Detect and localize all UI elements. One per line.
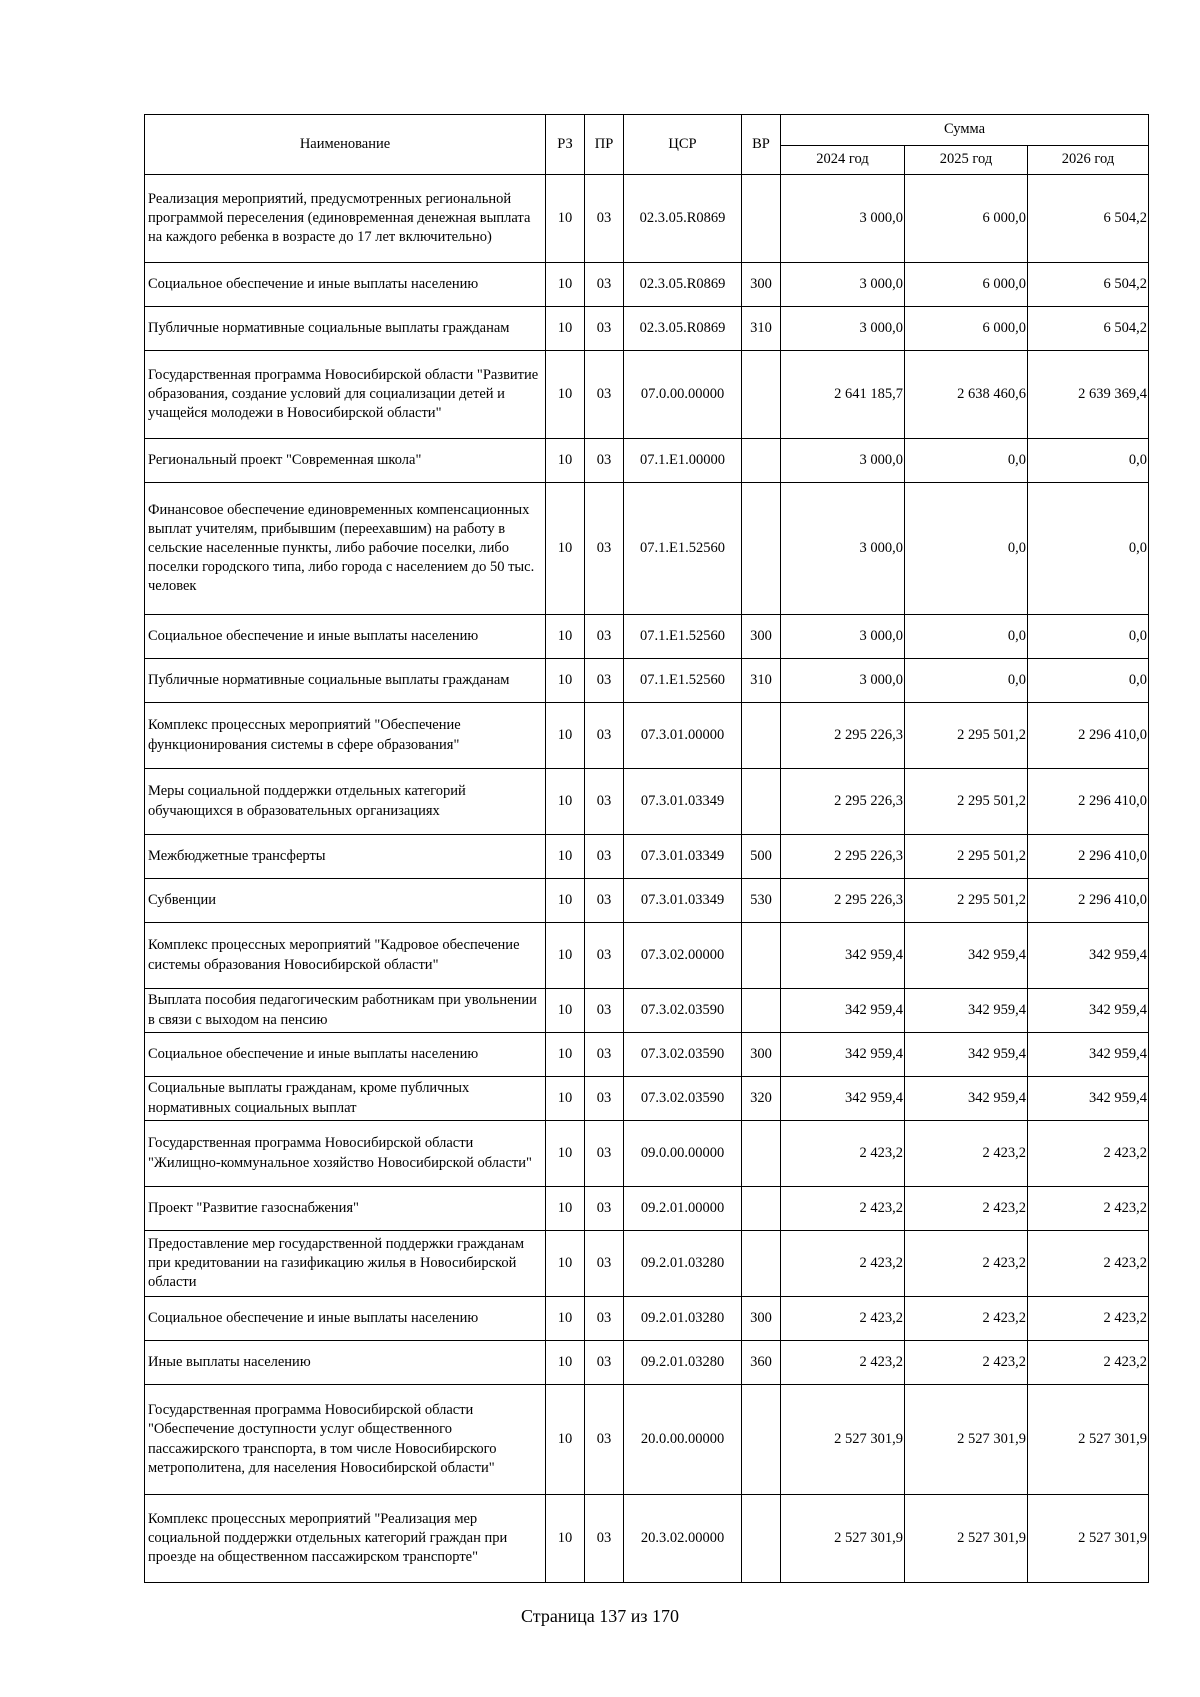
cell-csr: 07.3.02.03590 bbox=[624, 989, 742, 1033]
table-row bbox=[145, 615, 1149, 659]
cell-rz: 10 bbox=[546, 615, 585, 659]
cell-2026: 6 504,2 bbox=[1028, 175, 1149, 263]
cell-2024: 342 959,4 bbox=[781, 1077, 905, 1121]
cell-csr: 07.1.E1.52560 bbox=[624, 483, 742, 615]
cell-pr: 03 bbox=[585, 1495, 624, 1583]
cell-pr: 03 bbox=[585, 1187, 624, 1231]
cell-2025: 0,0 bbox=[905, 439, 1028, 483]
cell-2026: 0,0 bbox=[1028, 615, 1149, 659]
cell-2026: 6 504,2 bbox=[1028, 307, 1149, 351]
cell-2024: 3 000,0 bbox=[781, 263, 905, 307]
cell-vr: 320 bbox=[742, 1077, 781, 1121]
cell-2025: 6 000,0 bbox=[905, 263, 1028, 307]
cell-rz: 10 bbox=[546, 1495, 585, 1583]
cell-2024: 2 423,2 bbox=[781, 1297, 905, 1341]
cell-2025: 2 423,2 bbox=[905, 1187, 1028, 1231]
cell-name: Межбюджетные трансферты bbox=[145, 835, 546, 879]
header-year-2026: 2026 год bbox=[1028, 146, 1149, 175]
cell-rz: 10 bbox=[546, 1385, 585, 1495]
table-row bbox=[145, 1495, 1149, 1583]
cell-name: Публичные нормативные социальные выплаты гражданам bbox=[145, 307, 546, 351]
cell-csr: 09.2.01.03280 bbox=[624, 1231, 742, 1297]
cell-pr: 03 bbox=[585, 1121, 624, 1187]
cell-name: Комплекс процессных мероприятий "Кадровое обеспечение системы образования Новосибирской области" bbox=[145, 923, 546, 989]
cell-pr: 03 bbox=[585, 175, 624, 263]
cell-pr: 03 bbox=[585, 703, 624, 769]
cell-2024: 3 000,0 bbox=[781, 175, 905, 263]
cell-rz: 10 bbox=[546, 989, 585, 1033]
cell-2024: 2 423,2 bbox=[781, 1231, 905, 1297]
cell-rz: 10 bbox=[546, 1121, 585, 1187]
header-rz: РЗ bbox=[546, 115, 585, 175]
cell-vr bbox=[742, 923, 781, 989]
table-row bbox=[145, 263, 1149, 307]
cell-2025: 2 295 501,2 bbox=[905, 879, 1028, 923]
cell-pr: 03 bbox=[585, 989, 624, 1033]
cell-2024: 342 959,4 bbox=[781, 989, 905, 1033]
cell-2026: 2 296 410,0 bbox=[1028, 769, 1149, 835]
cell-csr: 07.3.01.03349 bbox=[624, 769, 742, 835]
cell-2026: 0,0 bbox=[1028, 483, 1149, 615]
cell-name: Государственная программа Новосибирской области "Жилищно-коммунальное хозяйство Новосибирской области" bbox=[145, 1121, 546, 1187]
cell-2024: 2 641 185,7 bbox=[781, 351, 905, 439]
cell-2025: 2 295 501,2 bbox=[905, 703, 1028, 769]
cell-pr: 03 bbox=[585, 1297, 624, 1341]
cell-pr: 03 bbox=[585, 923, 624, 989]
cell-vr bbox=[742, 483, 781, 615]
cell-csr: 20.0.00.00000 bbox=[624, 1385, 742, 1495]
cell-2026: 2 423,2 bbox=[1028, 1121, 1149, 1187]
cell-name: Социальное обеспечение и иные выплаты населению bbox=[145, 263, 546, 307]
budget-table bbox=[144, 114, 1149, 1583]
cell-2026: 2 296 410,0 bbox=[1028, 879, 1149, 923]
cell-csr: 09.2.01.03280 bbox=[624, 1297, 742, 1341]
cell-2026: 2 527 301,9 bbox=[1028, 1385, 1149, 1495]
cell-csr: 20.3.02.00000 bbox=[624, 1495, 742, 1583]
cell-rz: 10 bbox=[546, 175, 585, 263]
cell-2025: 0,0 bbox=[905, 483, 1028, 615]
cell-vr: 300 bbox=[742, 615, 781, 659]
cell-2024: 2 527 301,9 bbox=[781, 1385, 905, 1495]
cell-csr: 09.0.00.00000 bbox=[624, 1121, 742, 1187]
cell-rz: 10 bbox=[546, 439, 585, 483]
cell-vr: 360 bbox=[742, 1341, 781, 1385]
cell-vr bbox=[742, 1231, 781, 1297]
cell-rz: 10 bbox=[546, 1187, 585, 1231]
cell-name: Комплекс процессных мероприятий "Обеспечение функционирования системы в сфере образования" bbox=[145, 703, 546, 769]
cell-pr: 03 bbox=[585, 615, 624, 659]
cell-vr: 310 bbox=[742, 659, 781, 703]
cell-2024: 2 295 226,3 bbox=[781, 835, 905, 879]
cell-vr bbox=[742, 1121, 781, 1187]
cell-rz: 10 bbox=[546, 351, 585, 439]
cell-csr: 07.1.E1.52560 bbox=[624, 659, 742, 703]
cell-2025: 0,0 bbox=[905, 659, 1028, 703]
table-row bbox=[145, 1385, 1149, 1495]
cell-2024: 2 295 226,3 bbox=[781, 703, 905, 769]
table-row bbox=[145, 1297, 1149, 1341]
cell-2024: 342 959,4 bbox=[781, 1033, 905, 1077]
cell-rz: 10 bbox=[546, 659, 585, 703]
cell-vr bbox=[742, 1385, 781, 1495]
table-row bbox=[145, 351, 1149, 439]
cell-pr: 03 bbox=[585, 1341, 624, 1385]
cell-name: Комплекс процессных мероприятий "Реализация мер социальной поддержки отдельных категорий граждан при проезде на общественном пассажирском транспорте" bbox=[145, 1495, 546, 1583]
cell-vr: 310 bbox=[742, 307, 781, 351]
cell-pr: 03 bbox=[585, 879, 624, 923]
cell-rz: 10 bbox=[546, 923, 585, 989]
cell-2026: 2 423,2 bbox=[1028, 1231, 1149, 1297]
table-row bbox=[145, 659, 1149, 703]
table-row bbox=[145, 1187, 1149, 1231]
cell-csr: 02.3.05.R0869 bbox=[624, 175, 742, 263]
table-row bbox=[145, 703, 1149, 769]
cell-2026: 0,0 bbox=[1028, 659, 1149, 703]
cell-name: Государственная программа Новосибирской области "Обеспечение доступности услуг общественного пассажирского транспорта, в том числе Новосибирского метрополитена, для населения Новосибирской области" bbox=[145, 1385, 546, 1495]
header-sum: Сумма bbox=[781, 115, 1149, 146]
cell-pr: 03 bbox=[585, 307, 624, 351]
cell-name: Региональный проект "Современная школа" bbox=[145, 439, 546, 483]
cell-2025: 2 423,2 bbox=[905, 1297, 1028, 1341]
table-row bbox=[145, 1077, 1149, 1121]
table-row bbox=[145, 879, 1149, 923]
cell-pr: 03 bbox=[585, 835, 624, 879]
cell-2026: 2 423,2 bbox=[1028, 1341, 1149, 1385]
cell-name: Иные выплаты населению bbox=[145, 1341, 546, 1385]
cell-2025: 342 959,4 bbox=[905, 1033, 1028, 1077]
cell-vr: 300 bbox=[742, 1033, 781, 1077]
cell-vr bbox=[742, 351, 781, 439]
cell-2024: 2 295 226,3 bbox=[781, 769, 905, 835]
cell-2026: 342 959,4 bbox=[1028, 1077, 1149, 1121]
cell-name: Государственная программа Новосибирской области "Развитие образования, создание условий для социализации детей и учащейся молодежи в Новосибирской области" bbox=[145, 351, 546, 439]
cell-name: Реализация мероприятий, предусмотренных региональной программой переселения (единовременная денежная выплата на каждого ребенка в возрасте до 17 лет включительно) bbox=[145, 175, 546, 263]
cell-rz: 10 bbox=[546, 263, 585, 307]
table-row bbox=[145, 175, 1149, 263]
cell-name: Социальное обеспечение и иные выплаты населению bbox=[145, 1033, 546, 1077]
cell-2026: 2 296 410,0 bbox=[1028, 835, 1149, 879]
header-pr: ПР bbox=[585, 115, 624, 175]
cell-vr bbox=[742, 1495, 781, 1583]
cell-name: Проект "Развитие газоснабжения" bbox=[145, 1187, 546, 1231]
cell-2024: 2 527 301,9 bbox=[781, 1495, 905, 1583]
table-row bbox=[145, 1121, 1149, 1187]
cell-rz: 10 bbox=[546, 769, 585, 835]
cell-2025: 342 959,4 bbox=[905, 1077, 1028, 1121]
cell-vr bbox=[742, 439, 781, 483]
table-row bbox=[145, 769, 1149, 835]
header-year-2024: 2024 год bbox=[781, 146, 905, 175]
table-row bbox=[145, 989, 1149, 1033]
cell-name: Социальное обеспечение и иные выплаты населению bbox=[145, 615, 546, 659]
cell-name: Выплата пособия педагогическим работникам при увольнении в связи с выходом на пенсию bbox=[145, 989, 546, 1033]
header-csr: ЦСР bbox=[624, 115, 742, 175]
cell-2026: 0,0 bbox=[1028, 439, 1149, 483]
cell-pr: 03 bbox=[585, 1385, 624, 1495]
cell-2025: 2 423,2 bbox=[905, 1121, 1028, 1187]
page-number: Страница 137 из 170 bbox=[521, 1606, 679, 1626]
cell-csr: 07.1.E1.52560 bbox=[624, 615, 742, 659]
cell-csr: 07.3.02.03590 bbox=[624, 1033, 742, 1077]
cell-name: Меры социальной поддержки отдельных категорий обучающихся в образовательных организациях bbox=[145, 769, 546, 835]
cell-rz: 10 bbox=[546, 703, 585, 769]
cell-2025: 342 959,4 bbox=[905, 923, 1028, 989]
table-row bbox=[145, 307, 1149, 351]
table-row bbox=[145, 835, 1149, 879]
cell-2024: 2 423,2 bbox=[781, 1121, 905, 1187]
cell-name: Предоставление мер государственной поддержки гражданам при кредитовании на газификацию жилья в Новосибирской области bbox=[145, 1231, 546, 1297]
cell-vr bbox=[742, 769, 781, 835]
cell-name: Социальное обеспечение и иные выплаты населению bbox=[145, 1297, 546, 1341]
cell-pr: 03 bbox=[585, 1033, 624, 1077]
cell-pr: 03 bbox=[585, 351, 624, 439]
cell-rz: 10 bbox=[546, 307, 585, 351]
cell-rz: 10 bbox=[546, 879, 585, 923]
cell-2026: 342 959,4 bbox=[1028, 1033, 1149, 1077]
cell-vr bbox=[742, 989, 781, 1033]
cell-name: Финансовое обеспечение единовременных компенсационных выплат учителям, прибывшим (переехавшим) на работу в сельские населенные пункты, либо рабочие поселки, либо поселки городского типа, либо города с населением до 50 тыс. человек bbox=[145, 483, 546, 615]
cell-2024: 3 000,0 bbox=[781, 659, 905, 703]
cell-2025: 6 000,0 bbox=[905, 307, 1028, 351]
cell-csr: 07.3.01.00000 bbox=[624, 703, 742, 769]
cell-csr: 07.3.01.03349 bbox=[624, 835, 742, 879]
cell-vr: 300 bbox=[742, 1297, 781, 1341]
cell-2025: 2 423,2 bbox=[905, 1341, 1028, 1385]
cell-2024: 2 295 226,3 bbox=[781, 879, 905, 923]
cell-vr bbox=[742, 175, 781, 263]
cell-2026: 342 959,4 bbox=[1028, 989, 1149, 1033]
header-vr: ВР bbox=[742, 115, 781, 175]
cell-2026: 2 423,2 bbox=[1028, 1297, 1149, 1341]
cell-vr bbox=[742, 703, 781, 769]
table-row bbox=[145, 1341, 1149, 1385]
table-row bbox=[145, 439, 1149, 483]
cell-2025: 0,0 bbox=[905, 615, 1028, 659]
table-row bbox=[145, 923, 1149, 989]
cell-2024: 3 000,0 bbox=[781, 439, 905, 483]
header-name: Наименование bbox=[145, 115, 546, 175]
cell-2025: 2 638 460,6 bbox=[905, 351, 1028, 439]
table-row bbox=[145, 483, 1149, 615]
cell-vr: 530 bbox=[742, 879, 781, 923]
cell-csr: 09.2.01.03280 bbox=[624, 1341, 742, 1385]
cell-2025: 2 527 301,9 bbox=[905, 1495, 1028, 1583]
cell-csr: 07.3.01.03349 bbox=[624, 879, 742, 923]
cell-rz: 10 bbox=[546, 1297, 585, 1341]
cell-vr: 300 bbox=[742, 263, 781, 307]
table-row bbox=[145, 1231, 1149, 1297]
cell-2026: 342 959,4 bbox=[1028, 923, 1149, 989]
table-body bbox=[145, 175, 1149, 1583]
cell-2026: 2 527 301,9 bbox=[1028, 1495, 1149, 1583]
cell-rz: 10 bbox=[546, 1231, 585, 1297]
cell-pr: 03 bbox=[585, 263, 624, 307]
cell-2025: 342 959,4 bbox=[905, 989, 1028, 1033]
cell-2024: 3 000,0 bbox=[781, 615, 905, 659]
cell-2025: 2 295 501,2 bbox=[905, 835, 1028, 879]
cell-csr: 07.3.02.03590 bbox=[624, 1077, 742, 1121]
cell-2024: 3 000,0 bbox=[781, 307, 905, 351]
cell-name: Социальные выплаты гражданам, кроме публичных нормативных социальных выплат bbox=[145, 1077, 546, 1121]
cell-pr: 03 bbox=[585, 769, 624, 835]
cell-csr: 07.1.E1.00000 bbox=[624, 439, 742, 483]
cell-rz: 10 bbox=[546, 483, 585, 615]
cell-2024: 2 423,2 bbox=[781, 1187, 905, 1231]
cell-rz: 10 bbox=[546, 1341, 585, 1385]
cell-2024: 342 959,4 bbox=[781, 923, 905, 989]
cell-2025: 2 423,2 bbox=[905, 1231, 1028, 1297]
cell-name: Публичные нормативные социальные выплаты гражданам bbox=[145, 659, 546, 703]
cell-2025: 6 000,0 bbox=[905, 175, 1028, 263]
cell-pr: 03 bbox=[585, 1231, 624, 1297]
cell-name: Субвенции bbox=[145, 879, 546, 923]
cell-2024: 2 423,2 bbox=[781, 1341, 905, 1385]
cell-2025: 2 295 501,2 bbox=[905, 769, 1028, 835]
table-row bbox=[145, 1033, 1149, 1077]
cell-rz: 10 bbox=[546, 835, 585, 879]
cell-pr: 03 bbox=[585, 439, 624, 483]
cell-rz: 10 bbox=[546, 1033, 585, 1077]
cell-csr: 07.0.00.00000 bbox=[624, 351, 742, 439]
cell-2024: 3 000,0 bbox=[781, 483, 905, 615]
cell-pr: 03 bbox=[585, 483, 624, 615]
cell-2026: 2 423,2 bbox=[1028, 1187, 1149, 1231]
cell-pr: 03 bbox=[585, 659, 624, 703]
cell-csr: 02.3.05.R0869 bbox=[624, 307, 742, 351]
cell-csr: 07.3.02.00000 bbox=[624, 923, 742, 989]
cell-pr: 03 bbox=[585, 1077, 624, 1121]
cell-2026: 6 504,2 bbox=[1028, 263, 1149, 307]
cell-2026: 2 639 369,4 bbox=[1028, 351, 1149, 439]
cell-2026: 2 296 410,0 bbox=[1028, 703, 1149, 769]
cell-rz: 10 bbox=[546, 1077, 585, 1121]
cell-vr bbox=[742, 1187, 781, 1231]
cell-csr: 09.2.01.00000 bbox=[624, 1187, 742, 1231]
cell-csr: 02.3.05.R0869 bbox=[624, 263, 742, 307]
cell-vr: 500 bbox=[742, 835, 781, 879]
header-year-2025: 2025 год bbox=[905, 146, 1028, 175]
cell-2025: 2 527 301,9 bbox=[905, 1385, 1028, 1495]
